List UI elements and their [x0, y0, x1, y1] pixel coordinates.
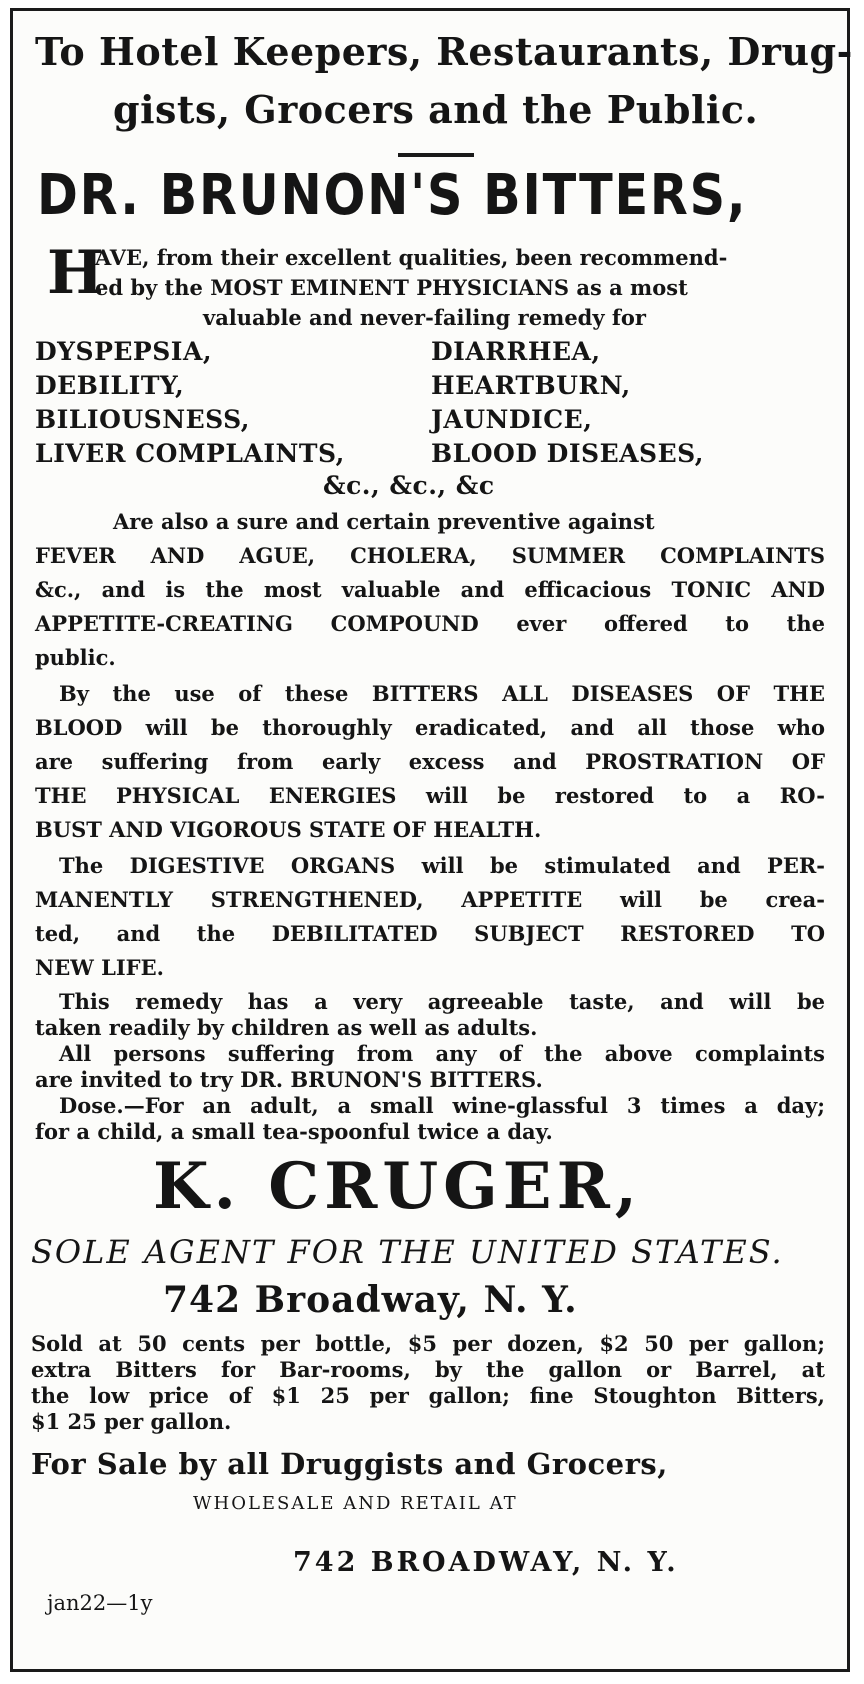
ailment-etc: &c., &c., &c [323, 471, 495, 500]
paragraph3-line-3: ted, and the DEBILITATED SUBJECT RESTORED TO [35, 921, 825, 946]
for-sale-line: For Sale by all Druggists and Grocers, [31, 1447, 668, 1481]
paragraph3-line-2: MANENTLY STRENGTHENED, APPETITE will be crea- [35, 887, 825, 912]
agent-address: 742 Broadway, N. Y. [163, 1279, 578, 1321]
paragraph2-line-1: By the use of these BITTERS ALL DISEASES OF THE [59, 681, 825, 706]
paragraph3-line-1: The DIGESTIVE ORGANS will be stimulated and PER- [59, 853, 825, 878]
paragraph1-line-3: &c., and is the most valuable and efficacious TONIC AND [35, 577, 825, 602]
paragraph2-line-2: BLOOD will be thoroughly eradicated, and all those who [35, 715, 825, 740]
paragraph1-line-1: Are also a sure and certain preventive against [113, 509, 655, 534]
footer-address: 742 BROADWAY, N. Y. [293, 1547, 679, 1578]
product-title: DR. BRUNON'S BITTERS, [37, 163, 748, 228]
ailment-right-4: BLOOD DISEASES, [431, 439, 705, 468]
paragraph4-line-3: All persons suffering from any of the above complaints [59, 1041, 825, 1066]
ailment-right-2: HEARTBURN, [431, 371, 631, 400]
advertisement-page [10, 8, 853, 1672]
insertion-code: jan22—1y [47, 1591, 153, 1615]
divider-rule [398, 153, 474, 157]
paragraph3-line-4: NEW LIFE. [35, 955, 164, 980]
pricing-line-4: $1 25 per gallon. [31, 1409, 232, 1434]
paragraph1-line-4: APPETITE-CREATING COMPOUND ever offered to the [35, 611, 825, 636]
paragraph1-line-2: FEVER AND AGUE, CHOLERA, SUMMER COMPLAINTS [35, 543, 825, 568]
paragraph2-line-5: BUST AND VIGOROUS STATE OF HEALTH. [35, 817, 542, 842]
intro-line-3: valuable and never-failing remedy for [203, 305, 646, 330]
intro-line-2: ed by the MOST EMINENT PHYSICIANS as a most [95, 275, 688, 300]
paragraph4-line-6: for a child, a small tea-spoonful twice a day. [35, 1119, 553, 1144]
paragraph4-line-1: This remedy has a very agreeable taste, and will be [59, 989, 825, 1014]
pricing-line-3: the low price of $1 25 per gallon; fine Stoughton Bitters, [31, 1383, 825, 1408]
wholesale-line: WHOLESALE AND RETAIL AT [193, 1493, 518, 1514]
paragraph2-line-3: are suffering from early excess and PROSTRATION OF [35, 749, 825, 774]
agent-name: K. CRUGER, [153, 1149, 643, 1224]
paragraph4-line-4: are invited to try DR. BRUNON'S BITTERS. [35, 1067, 543, 1092]
ailment-right-1: DIARRHEA, [431, 337, 601, 366]
ailment-left-2: DEBILITY, [35, 371, 185, 400]
ailment-left-1: DYSPEPSIA, [35, 337, 213, 366]
ailment-right-3: JAUNDICE, [431, 405, 593, 434]
intro-line-1: AVE, from their excellent qualities, been recommend- [95, 245, 728, 270]
pricing-line-1: Sold at 50 cents per bottle, $5 per dozen, $2 50 per gallon; [31, 1331, 825, 1356]
ailment-left-4: LIVER COMPLAINTS, [35, 439, 345, 468]
ailment-left-3: BILIOUSNESS, [35, 405, 251, 434]
pricing-line-2: extra Bitters for Bar-rooms, by the gallon or Barrel, at [31, 1357, 825, 1382]
headline-line-2: gists, Grocers and the Public. [113, 87, 759, 132]
agent-title: SOLE AGENT FOR THE UNITED STATES. [31, 1233, 784, 1271]
headline-line-1: To Hotel Keepers, Restaurants, Drug- [35, 29, 853, 74]
dropcap-letter: H [47, 238, 104, 308]
paragraph2-line-4: THE PHYSICAL ENERGIES will be restored to a RO- [35, 783, 825, 808]
paragraph4-line-5: Dose.—For an adult, a small wine-glassful 3 times a day; [59, 1093, 825, 1118]
paragraph1-line-5: public. [35, 645, 116, 670]
paragraph4-line-2: taken readily by children as well as adults. [35, 1015, 538, 1040]
